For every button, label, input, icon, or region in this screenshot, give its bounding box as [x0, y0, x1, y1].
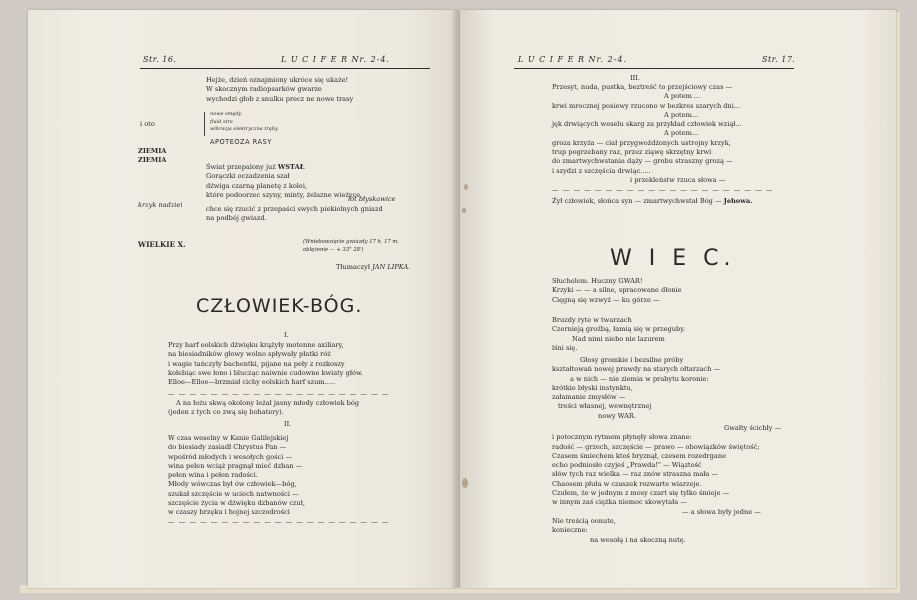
left-running-head: L U C I F E R Nr. 2-4.: [281, 55, 391, 64]
poem-line: w innym zaś ciężka niemoc skowytała —: [552, 498, 687, 507]
poem-line: pełen wina i pełen radości.: [168, 471, 258, 480]
poem-line: Hejże, dzień oznajmiony ukróce się ukaże!: [206, 76, 349, 84]
poem-line: A potem ...: [664, 92, 701, 101]
poem-line: Cięgną się wzwyż — ku górze —: [552, 295, 660, 304]
poem-line: kołebiąc swe łono i blucząc naiwnie cudowne kwiaty głów.: [168, 368, 363, 377]
ziemia-label-1: ZIEMIA: [138, 147, 167, 155]
section1b-stanza: [168, 399, 359, 418]
right-page: [460, 10, 896, 588]
section2-stanza: [168, 434, 305, 518]
poem-line: dźwiga czarną planetę z kolei,: [206, 181, 308, 190]
poem-line: na biesiadników głowy wolno spływały płatki róż: [168, 350, 331, 359]
poem-line: kształtowań nowej prawdy na starych ołtarzach —: [552, 365, 721, 374]
wiec-stanza-1: [552, 277, 682, 305]
poem-line: konieczne:: [552, 526, 588, 535]
left-header-rule: [140, 68, 430, 69]
note-line: (Wniebowzięcie gwiazdy 17 h. 17 m.: [303, 239, 399, 245]
poem-line: treści własnej, wewnętrznej: [558, 402, 652, 411]
article-title: CZŁOWIEK-BÓG.: [196, 295, 363, 317]
poem-line: W czas weselny w Kanie Galilejskiej: [168, 434, 289, 442]
poem-line: Nad nimi niebo nie lazurem: [572, 334, 665, 343]
paper-stain: [462, 208, 466, 213]
closing-line-text: Żył człowiek, słońca syn — zmartwychwstał Bóg —: [552, 197, 724, 205]
brace: [204, 112, 205, 136]
right-running-head: L U C I F E R Nr. 2-4.: [518, 55, 628, 64]
poem-line: Nie treścią oonute,: [552, 516, 616, 525]
wielkie-x: WIELKIE X.: [138, 240, 186, 249]
poem-line: trup pogrzebany raz, przez ziąwę skrzętny krwi: [552, 148, 712, 157]
poem-line: Gorączki oczadzenia szał: [206, 172, 290, 181]
poem-line: wina pełen wciąż pragnął mieć dzban —: [168, 461, 303, 470]
poem-line: echo podniosło czyjeś „Prawda!" — Wiąztość: [552, 461, 702, 470]
poem-line: do biesiady zasiadł Chrystus Pan —: [168, 443, 287, 452]
poem-line: Czernieją groźbą, łamią się w przeguby.: [552, 325, 686, 334]
section1-stanza: [168, 341, 363, 387]
ziemia-label-2: ZIEMIA: [138, 156, 167, 164]
dash-separator: — — — — — — — — — — — — — — — — — — — — —: [552, 186, 774, 194]
translator-prefix: Tłumaczył: [336, 263, 373, 271]
poem-line: Przesyt, nuda, pustka, beztreść to przejściowy czas —: [552, 83, 733, 91]
small-lines: [210, 111, 278, 134]
poem-line: szczęście życia w dźwięku dzbanów czuł,: [168, 499, 306, 508]
wiec-stanza-3: [552, 356, 720, 421]
small-line: wibracja elektryczna trąby: [210, 126, 278, 132]
poem-line: jęk drwiących weselu skarg za przykład człowiek wziął...: [552, 120, 742, 129]
left-page: [28, 10, 458, 588]
wstal-word: WSTAŁ: [277, 163, 305, 171]
astronomical-note: [303, 238, 399, 254]
poem-line: i przekleństw rzuca słowa —: [630, 175, 726, 184]
top-poem-block3: [206, 205, 383, 224]
section3-stanza: [552, 83, 742, 185]
poem-line: Przy harf eolskich dźwięku krążyły motenne axiliary,: [168, 341, 344, 349]
note-line: oblężenie — + 33° 28'): [303, 247, 364, 253]
poem-line: Bruzdy ryte w twarzach: [552, 316, 632, 324]
paper-stain: [464, 184, 468, 190]
poem-line: i potocznym rytmem płynęły słowa znane:: [552, 433, 692, 442]
poem-line: załamanie zmysłów —: [552, 393, 626, 402]
poem-line: szukał szczęście w uciech natwności —: [168, 489, 299, 498]
right-header-rule: [514, 68, 794, 69]
poem-line: krwi mrocznej posiewy rzucono w bezkres szarych dni...: [552, 101, 741, 110]
lot-label: lot błyskawice: [348, 195, 396, 203]
wiec-title: W I E C.: [610, 246, 736, 271]
poem-line: W skocznym radiopsarków gwarze: [206, 85, 322, 94]
krzyk-nadziei-label: krzyk nadziei: [138, 201, 183, 209]
poem-line: A na łożu skwą okolony leżał jasny młody człowiek bóg: [176, 399, 360, 407]
section-number: I.: [284, 331, 289, 339]
closing-bold-word: Jehowa.: [723, 197, 753, 205]
poem-line: na wesołą i na skoczną nutę.: [590, 535, 686, 544]
translator-name: JAN LIPKA.: [372, 263, 411, 271]
small-line: nowe smędy: [210, 111, 242, 117]
dash-separator: — — — — — — — — — — — — — — — — — — — — —: [168, 518, 390, 526]
poem-line: wpośród młodych i wesołych gości —: [168, 452, 293, 461]
wiec-stanza-2: [552, 316, 685, 353]
poem-line: Elloe—Elloe—brzmiał cichy eolskich harf szum.....: [168, 378, 336, 387]
poem-line: i wagie tańczyły bachentki, pijane na peły z rozkoszy: [168, 359, 345, 368]
poem-line: i szydzi z szczęścia drwiąc.....: [552, 166, 651, 175]
poem-line: słów tych raz wielka — raz znów straszna mała —: [552, 470, 719, 479]
poem-line: Czułem, że w jednym z mosy czart się tylko śmieje —: [552, 489, 730, 498]
section-number: III.: [630, 74, 640, 82]
poem-line: nowy WAR.: [598, 411, 636, 420]
poem-line: groza krzyża — ciał przygwożdżonych ustrojny krzyk,: [552, 138, 731, 147]
poem-line: a w nich — nie ziemia w prabytu koronie:: [570, 374, 709, 383]
side-label-i-oto: i oto: [140, 120, 155, 128]
poem-line: A potem...: [664, 110, 699, 119]
apoteoza-rasy: APOTEOZA RASY: [210, 138, 272, 146]
poem-line: A potem...: [664, 129, 699, 138]
poem-line: do zmartwychwstania dąży — grobu straszny grozą —: [552, 157, 733, 166]
dash-separator: — — — — — — — — — — — — — — — — — — — — —: [168, 390, 390, 398]
poem-line: Krzyki — — a silne, spracowane dłonie: [552, 286, 682, 295]
section-number: II.: [284, 420, 292, 428]
poem-line: Chaosem płuła w czaszek rozwarte wiarzeje.: [552, 479, 702, 488]
poem-line: wychodzi głob z snulku precz ne nowe trasy: [206, 94, 354, 103]
poem-line: (jeden z tych co zwą się bohatery).: [168, 408, 284, 417]
poem-line: które podoorzec szyny, minty, żelazne wieżyce: [206, 190, 361, 199]
poem-line: Głosy gromkie i bezsilne próby: [580, 356, 684, 364]
poem-line: lśni się.: [552, 343, 578, 352]
right-page-number: Str. 17.: [762, 55, 796, 64]
translator-credit: [336, 263, 410, 272]
top-poem-block2: [206, 163, 360, 200]
poem-line: Słuchelem. Huczny GWAR!: [552, 277, 643, 285]
closing-line: [552, 197, 752, 206]
poem-line: krótkie błyski instynktu,: [552, 383, 633, 392]
poem-line: chce się rzucić z przepaści swych piekielnych gniazd: [206, 205, 383, 213]
poem-line: na podbój gwiazd.: [206, 214, 267, 223]
wiec-stanza-4: [552, 424, 781, 545]
paper-stain: [462, 478, 468, 488]
poem-line: [206, 163, 360, 172]
top-poem-block1: [206, 76, 353, 104]
poem-line: — a słowa były jedne —: [682, 507, 761, 516]
poem-line: Młody wówczas był ów człowiek—bóg,: [168, 480, 297, 489]
poem-line: radość — grzech, szczęście — prawo — obowiązków świętość;: [552, 442, 760, 451]
small-line: fluid stre: [210, 118, 233, 125]
poem-line: w czaszy brzęku i hojnej szczodrości: [168, 508, 290, 517]
poem-line: Gwałty ścichły —: [724, 424, 782, 432]
left-page-number: Str. 16.: [143, 55, 177, 64]
poem-line: Czasem śmiechem ktoś bryznął, czesem rozedrgane: [552, 451, 726, 460]
wstal-line-text: Świat przepalony już: [206, 163, 278, 171]
